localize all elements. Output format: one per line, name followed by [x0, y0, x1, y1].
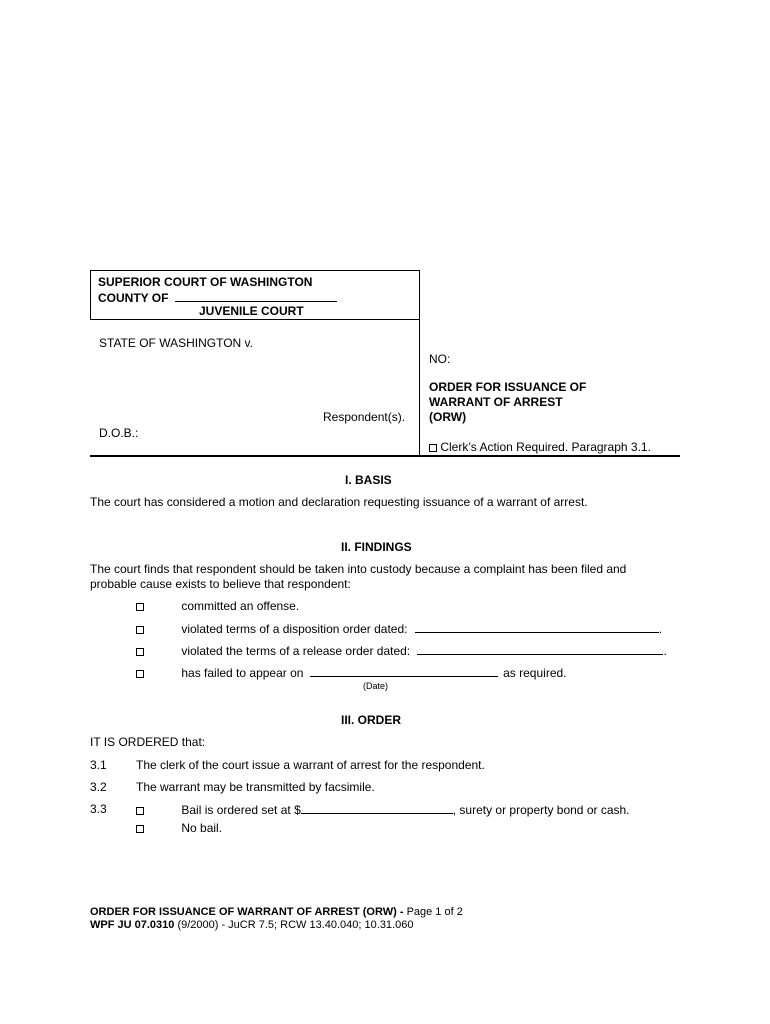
disposition-date-blank[interactable]: [415, 621, 659, 633]
findings-intro-1: The court finds that respondent should be taken into custody because a complaint has been filed and: [90, 562, 627, 576]
order-heading: III. ORDER: [341, 713, 402, 727]
finding-item-2: [136, 621, 662, 636]
clerk-action-row: [429, 440, 651, 454]
paragraph-3-2-text: The warrant may be transmitted by facsimile.: [136, 780, 375, 794]
date-caption: (Date): [363, 681, 389, 691]
paragraph-3-1-text: The clerk of the court issue a warrant of arrest for the respondent.: [136, 758, 485, 772]
finding-label: committed an offense.: [181, 599, 300, 613]
caption-bottom-rule: [90, 455, 680, 457]
order-intro: IT IS ORDERED that:: [90, 735, 206, 749]
paragraph-3-2-number: 3.2: [90, 780, 107, 794]
footer-form-citation: (9/2000) - JuCR 7.5; RCW 13.40.040; 10.31.060: [177, 919, 414, 931]
release-date-blank[interactable]: [417, 643, 663, 655]
finding-item-1: [136, 599, 299, 613]
findings-intro-2: probable cause exists to believe that respondent:: [90, 577, 351, 591]
finding-item-3: [136, 643, 667, 658]
bail-amount-blank[interactable]: [301, 802, 453, 814]
finding-after: as required.: [503, 666, 567, 680]
court-name: SUPERIOR COURT OF WASHINGTON: [98, 275, 313, 289]
division-name: JUVENILE COURT: [199, 304, 304, 318]
footer-page-number: Page 1 of 2: [406, 906, 463, 918]
no-bail-label: No bail.: [181, 821, 223, 835]
respondent-label: Respondent(s).: [323, 410, 406, 424]
finding-item-4: [136, 665, 567, 680]
county-label: COUNTY OF: [98, 290, 337, 305]
footer-form-number: WPF JU 07.0310: [90, 919, 175, 931]
footer-title: [90, 906, 463, 918]
basis-heading: I. BASIS: [345, 473, 392, 487]
finding-label: violated terms of a disposition order dated:: [181, 622, 408, 636]
order-title-line-2: WARRANT OF ARREST: [429, 395, 563, 409]
bail-set-checkbox[interactable]: [136, 807, 144, 815]
bail-set-suffix: , surety or property bond or cash.: [452, 803, 630, 817]
finding-end: .: [663, 644, 667, 658]
findings-heading: II. FINDINGS: [341, 540, 412, 554]
order-title-line-3: (ORW): [429, 410, 467, 424]
paragraph-3-3-number: 3.3: [90, 802, 107, 816]
finding-checkbox[interactable]: [136, 626, 144, 634]
appearance-date-blank[interactable]: [310, 665, 498, 677]
paragraph-3-1-number: 3.1: [90, 758, 107, 772]
finding-checkbox[interactable]: [136, 648, 144, 656]
finding-checkbox[interactable]: [136, 670, 144, 678]
county-blank[interactable]: [175, 290, 337, 302]
clerk-action-checkbox[interactable]: [429, 444, 437, 452]
state-line: STATE OF WASHINGTON v.: [99, 336, 254, 350]
no-bail-row: [136, 821, 222, 835]
basis-text: The court has considered a motion and declaration requesting issuance of a warrant of arrest.: [90, 495, 588, 509]
footer-title-bold: ORDER FOR ISSUANCE OF WARRANT OF ARREST (ORW) -: [90, 906, 404, 918]
bail-set-row: [136, 802, 630, 817]
clerk-action-text: Clerk’s Action Required. Paragraph 3.1.: [440, 440, 651, 454]
finding-label: violated the terms of a release order dated:: [181, 644, 411, 658]
finding-checkbox[interactable]: [136, 603, 144, 611]
finding-end: .: [658, 622, 663, 636]
dob-label: D.O.B.:: [99, 426, 139, 440]
footer-form: [90, 919, 413, 931]
case-number-label: NO:: [429, 352, 451, 366]
bail-set-label: Bail is ordered set at $: [181, 803, 301, 817]
caption-divider: [419, 320, 420, 456]
finding-label: has failed to appear on: [181, 666, 304, 680]
no-bail-checkbox[interactable]: [136, 825, 144, 833]
order-title-line-1: ORDER FOR ISSUANCE OF: [429, 380, 587, 394]
